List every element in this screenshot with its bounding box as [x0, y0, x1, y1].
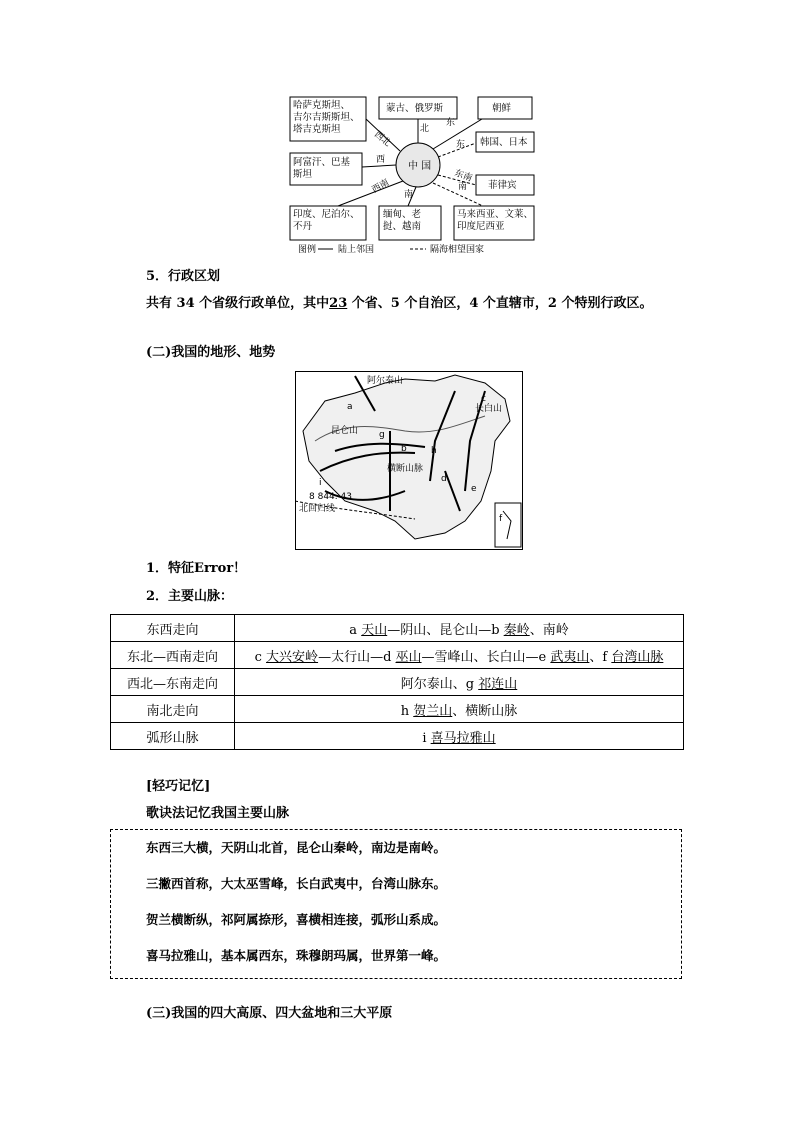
item1: 1．特征Error！ — [146, 561, 247, 576]
map-label: f — [499, 514, 503, 524]
mountain-table — [110, 614, 684, 750]
terrain-map — [295, 371, 523, 550]
cell-text: 、南岭 — [529, 622, 569, 638]
legend-land: 陆上邻国 — [338, 245, 375, 255]
map-label: 8 844. 43 — [309, 492, 352, 502]
dir-e: 东 — [456, 140, 466, 150]
direction-cell: 东西走向 — [111, 615, 235, 642]
box-text-w: 斯坦 — [293, 169, 313, 180]
memory-title: 歌诀法记忆我国主要山脉 — [146, 806, 290, 821]
cell-text: a — [349, 622, 362, 638]
answer-text: 台湾山脉 — [611, 649, 664, 665]
answer-text: 祁连山 — [478, 676, 518, 692]
section5-post: 个省、5 个自治区，4 个直辖市，2 个特别行政区。 — [347, 296, 653, 311]
box-text-nw: 塔吉克斯坦 — [293, 124, 341, 135]
legend-sea: 隔海相望国家 — [430, 245, 485, 255]
answer-text: 巫山 — [395, 649, 422, 665]
map-label: 横断山脉 — [387, 464, 424, 474]
table-row — [111, 696, 684, 723]
map-label: 长白山 — [475, 404, 503, 414]
box-text-s: 缅甸、老 — [383, 209, 422, 220]
direction-cell: 东北—西南走向 — [111, 642, 235, 669]
map-label: 阿尔泰山 — [367, 376, 404, 386]
cell-text: 、横断山脉 — [452, 703, 518, 719]
answer-text: 喜马拉雅山 — [430, 730, 496, 746]
section-b-heading: (二)我国的地形、地势 — [146, 345, 276, 360]
section5-pre: 共有 34 个省级行政单位，其中 — [146, 296, 330, 311]
mountains-cell — [235, 615, 684, 642]
direction-cell: 南北走向 — [111, 696, 235, 723]
map-label: d — [441, 474, 447, 484]
dir-sw: 西南 — [370, 177, 392, 196]
answer-text: 贺兰山 — [413, 703, 453, 719]
table-row — [111, 669, 684, 696]
map-label: e — [471, 484, 477, 494]
box-text-n: 蒙古、俄罗斯 — [386, 103, 444, 114]
box-text-ne1: 朝鲜 — [492, 103, 512, 114]
mountains-cell — [235, 696, 684, 723]
box-text-se2: 马来西亚、文莱、 — [457, 209, 534, 220]
map-label: h — [431, 446, 437, 456]
table-row — [111, 723, 684, 750]
dir-ne: 东 — [446, 118, 456, 128]
memory-tag: [轻巧记忆] — [146, 779, 211, 794]
answer-text: 秦岭 — [503, 622, 530, 638]
box-text-se2: 印度尼西亚 — [457, 221, 505, 232]
legend-label: 图例 — [298, 245, 317, 255]
dir-n: 北 — [420, 124, 430, 134]
box-text-sw: 印度、尼泊尔、 — [293, 209, 360, 220]
table-row — [111, 642, 684, 669]
center-label: 中 国 — [408, 161, 432, 172]
section-c-heading: (三)我国的四大高原、四大盆地和三大平原 — [146, 1006, 393, 1021]
cell-text: c — [254, 649, 267, 665]
box-text-sw: 不丹 — [293, 221, 313, 232]
section5-heading: 5．行政区划 — [146, 269, 221, 284]
item2: 2．主要山脉： — [146, 589, 234, 604]
poem-line: 喜马拉雅山，基本属西东，珠穆朗玛属，世界第一峰。 — [146, 948, 447, 963]
table-row — [111, 615, 684, 642]
map-label: a — [347, 402, 353, 412]
map-label: 昆仑山 — [331, 426, 359, 436]
cell-text: 阿尔泰山、g — [400, 676, 479, 692]
dir-se2: 南 — [458, 182, 468, 192]
neighbor-diagram — [288, 95, 538, 260]
section5-text — [146, 295, 653, 313]
dir-s: 南 — [404, 190, 414, 200]
dir-w: 西 — [376, 155, 386, 165]
box-text-ne2: 韩国、日本 — [480, 137, 528, 148]
answer-text: 天山 — [361, 622, 388, 638]
box-text-s: 挝、越南 — [383, 221, 422, 232]
cell-text: —雪峰山、长白山—e — [421, 649, 551, 665]
answer-text: 大兴安岭 — [266, 649, 319, 665]
direction-cell: 西北—东南走向 — [111, 669, 235, 696]
map-label: g — [379, 430, 385, 440]
cell-text: 、f — [589, 649, 612, 665]
mountains-cell — [235, 723, 684, 750]
cell-text: —阴山、昆仑山—b — [387, 622, 504, 638]
map-label: b — [401, 444, 407, 454]
map-label: i — [319, 478, 322, 488]
poem-line: 三撇西首称，大太巫雪峰，长白武夷中，台湾山脉东。 — [146, 876, 447, 891]
direction-cell: 弧形山脉 — [111, 723, 235, 750]
mountains-cell — [235, 642, 684, 669]
cell-text: h — [400, 703, 414, 719]
dir-se: 东南 — [452, 168, 474, 184]
box-text-nw: 哈萨克斯坦、 — [293, 100, 351, 111]
mountains-cell — [235, 669, 684, 696]
answer-text: 武夷山 — [550, 649, 590, 665]
box-text-se1: 菲律宾 — [488, 180, 517, 191]
dir-nw: 西北 — [372, 129, 393, 149]
cell-text: i — [422, 730, 431, 746]
poem-line: 贺兰横断纵，祁阿属捺形，喜横相连接，弧形山系成。 — [146, 912, 447, 927]
box-text-nw: 吉尔吉斯斯坦、 — [293, 112, 360, 123]
map-label: c — [481, 394, 486, 404]
map-label: 北回归线 — [299, 504, 336, 514]
box-text-w: 阿富汗、巴基 — [293, 157, 351, 168]
cell-text: —太行山—d — [318, 649, 396, 665]
section5-num: 23 — [329, 296, 348, 311]
poem-line: 东西三大横，天阴山北首，昆仑山秦岭，南边是南岭。 — [146, 840, 447, 855]
